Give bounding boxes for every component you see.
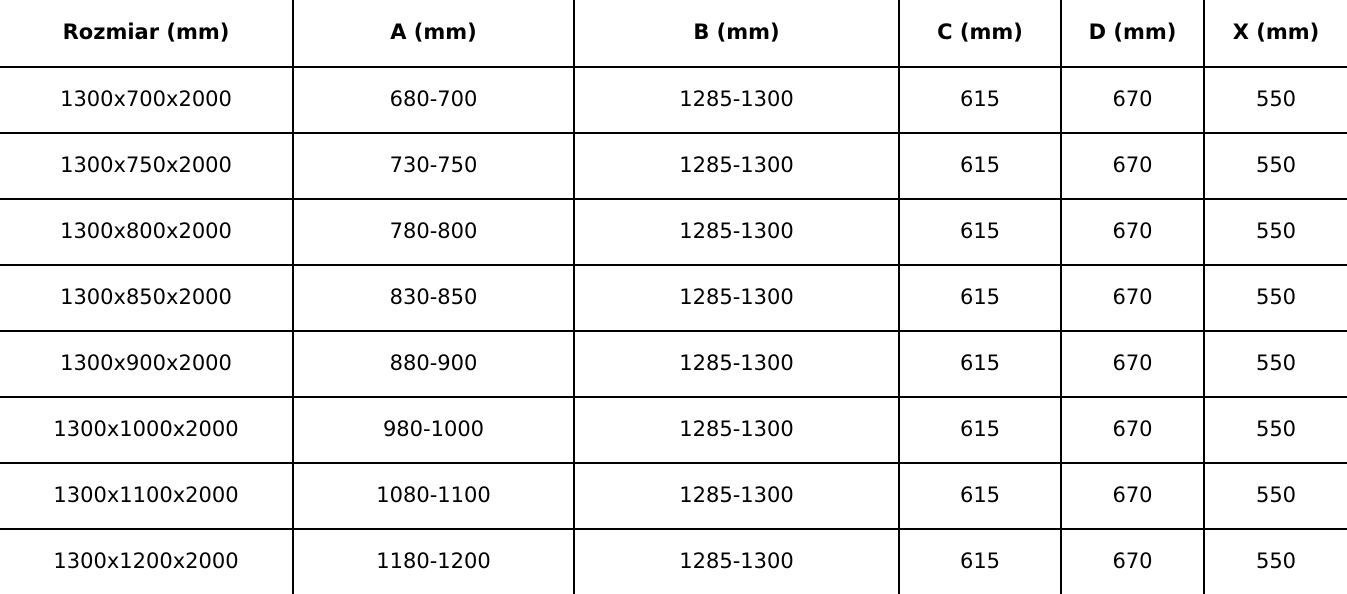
cell-x: 550 bbox=[1204, 529, 1347, 594]
cell-b: 1285-1300 bbox=[574, 67, 899, 133]
cell-a: 830-850 bbox=[293, 265, 574, 331]
table-row bbox=[0, 463, 1347, 529]
column-header-x: X (mm) bbox=[1204, 0, 1347, 67]
cell-c: 615 bbox=[899, 529, 1061, 594]
table-body bbox=[0, 67, 1347, 594]
cell-a: 1080-1100 bbox=[293, 463, 574, 529]
cell-size: 1300x800x2000 bbox=[0, 199, 293, 265]
cell-c: 615 bbox=[899, 133, 1061, 199]
cell-d: 670 bbox=[1061, 463, 1204, 529]
table-row bbox=[0, 199, 1347, 265]
table-row bbox=[0, 397, 1347, 463]
table-row bbox=[0, 133, 1347, 199]
cell-x: 550 bbox=[1204, 463, 1347, 529]
cell-c: 615 bbox=[899, 331, 1061, 397]
cell-size: 1300x1200x2000 bbox=[0, 529, 293, 594]
cell-c: 615 bbox=[899, 199, 1061, 265]
cell-a: 1180-1200 bbox=[293, 529, 574, 594]
cell-size: 1300x750x2000 bbox=[0, 133, 293, 199]
cell-b: 1285-1300 bbox=[574, 331, 899, 397]
table-header-row bbox=[0, 0, 1347, 67]
cell-b: 1285-1300 bbox=[574, 397, 899, 463]
cell-b: 1285-1300 bbox=[574, 529, 899, 594]
table-header bbox=[0, 0, 1347, 67]
cell-a: 730-750 bbox=[293, 133, 574, 199]
table-row bbox=[0, 331, 1347, 397]
cell-size: 1300x1000x2000 bbox=[0, 397, 293, 463]
cell-a: 980-1000 bbox=[293, 397, 574, 463]
cell-b: 1285-1300 bbox=[574, 133, 899, 199]
cell-d: 670 bbox=[1061, 67, 1204, 133]
table-row bbox=[0, 67, 1347, 133]
cell-c: 615 bbox=[899, 397, 1061, 463]
table-row bbox=[0, 265, 1347, 331]
column-header-c: C (mm) bbox=[899, 0, 1061, 67]
table-row bbox=[0, 529, 1347, 594]
column-header-d: D (mm) bbox=[1061, 0, 1204, 67]
cell-d: 670 bbox=[1061, 133, 1204, 199]
cell-d: 670 bbox=[1061, 199, 1204, 265]
cell-b: 1285-1300 bbox=[574, 463, 899, 529]
cell-size: 1300x700x2000 bbox=[0, 67, 293, 133]
column-header-b: B (mm) bbox=[574, 0, 899, 67]
cell-size: 1300x1100x2000 bbox=[0, 463, 293, 529]
cell-x: 550 bbox=[1204, 331, 1347, 397]
cell-d: 670 bbox=[1061, 397, 1204, 463]
cell-x: 550 bbox=[1204, 67, 1347, 133]
cell-a: 780-800 bbox=[293, 199, 574, 265]
cell-d: 670 bbox=[1061, 529, 1204, 594]
cell-d: 670 bbox=[1061, 331, 1204, 397]
column-header-size: Rozmiar (mm) bbox=[0, 0, 293, 67]
cell-x: 550 bbox=[1204, 397, 1347, 463]
cell-x: 550 bbox=[1204, 199, 1347, 265]
cell-c: 615 bbox=[899, 67, 1061, 133]
cell-a: 880-900 bbox=[293, 331, 574, 397]
cell-size: 1300x900x2000 bbox=[0, 331, 293, 397]
cell-b: 1285-1300 bbox=[574, 199, 899, 265]
column-header-a: A (mm) bbox=[293, 0, 574, 67]
cell-size: 1300x850x2000 bbox=[0, 265, 293, 331]
cell-c: 615 bbox=[899, 265, 1061, 331]
cell-b: 1285-1300 bbox=[574, 265, 899, 331]
cell-x: 550 bbox=[1204, 265, 1347, 331]
cell-x: 550 bbox=[1204, 133, 1347, 199]
cell-a: 680-700 bbox=[293, 67, 574, 133]
cell-c: 615 bbox=[899, 463, 1061, 529]
cell-d: 670 bbox=[1061, 265, 1204, 331]
